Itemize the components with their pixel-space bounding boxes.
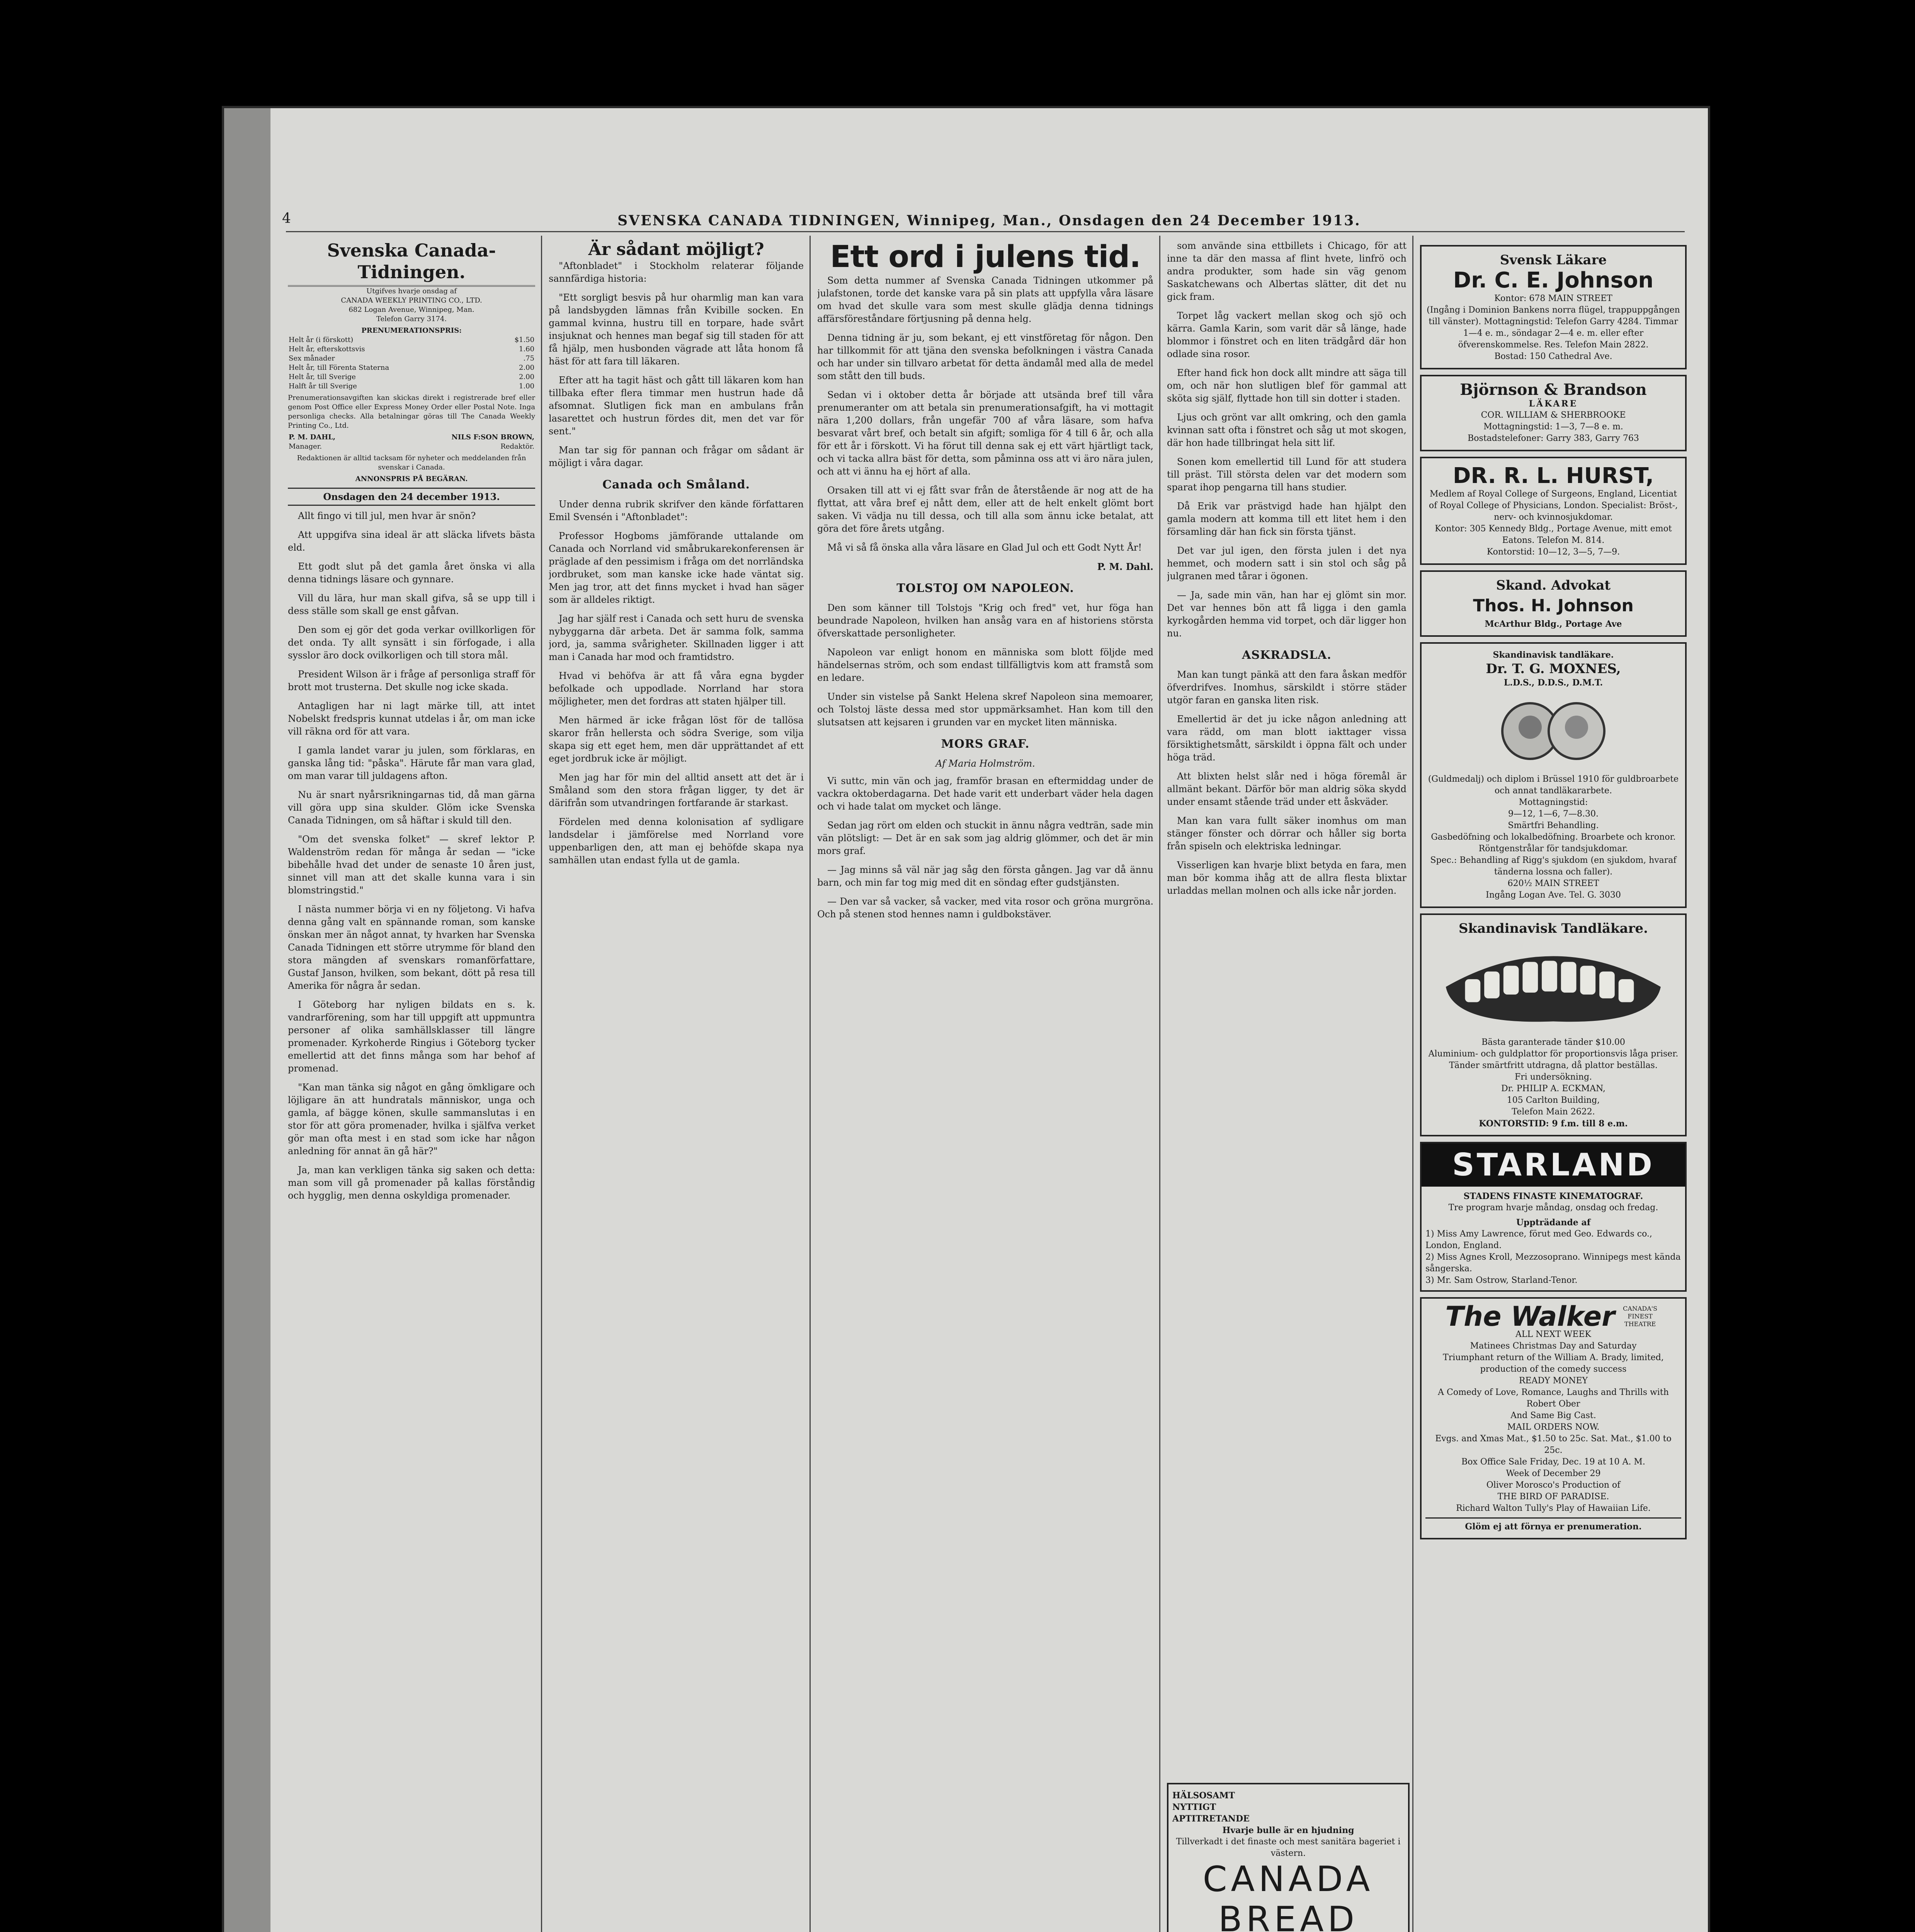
paragraph: Antagligen har ni lagt märke till, att intet Nobelskt fredspris kunnat utdelas i år, om man icke vill räkna ord för att vara. [288, 701, 535, 737]
paragraph: — Den var så vacker, så vacker, med vita rosor och gröna murgröna. Och på stenen stod hennes namn i guldbokstäver. [817, 896, 1153, 920]
ad-line: Spec.: Behandling af Rigg's sjukdom (en sjukdom, hvaraf tänderna lossna och faller). [1430, 855, 1677, 877]
paragraph: Professor Hogboms jämförande uttalande om Canada och Norrland vid småbrukarekonferensen är präglade af den pessimism i fråga om det norrländska jordbruket, som man kanske icke hade väntat sig. Men jag tror, att det finns mycket i hvad han säger som är alldeles riktigt. [549, 531, 804, 605]
ad-hurst-lines [1425, 488, 1681, 558]
ad-walker-name: The Walker [1445, 1301, 1615, 1332]
paragraph: I gamla landet varar ju julen, som förklaras, en ganska lång tid: "påska". Härute får man vara glad, om man varar till juldagens afton. [288, 745, 535, 781]
paragraph: Nu är snart nyårsrikningarnas tid, då man gärna vill göra upp sina skulder. Glöm icke Svenska Canada Tidningen, om så häftar i skuld till den. [288, 789, 535, 826]
paragraph: — Jag minns så väl när jag såg den första gången. Jag var då ännu barn, och min far tog mig med dit en söndag efter gudstjänsten. [817, 864, 1153, 888]
paragraph: Sedan vi i oktober detta år började att utsända bref till våra prenumeranter om att betala sin prenumerationsafgift, ha vi mottagit nära 1,200 dollars, från ungefär 700 af våra läsare, som hafva besvarat vårt bref, och betalt sin afgift; somliga för 4 till 6 år, och alla för ett år i förskott. Vi ha förut till denna sak ej ett värt hjärtligt tack, och vi tacka allra bäst för detta, som påminna oss att vi äro nära julen, och att vi ännu ha ej hört af alla. [817, 389, 1153, 477]
paragraph: Napoleon var enligt honom en människa som blott följde med händelsernas ström, och som endast tillfälligtvis kom att framstå som en ledare. [817, 647, 1153, 683]
ad-bread-brand2: BREAD [1218, 1899, 1358, 1932]
ad-line: Kontor: 678 MAIN STREET [1494, 294, 1612, 303]
ad-line: HÄLSOSAMT [1172, 1791, 1235, 1801]
price-table [288, 335, 535, 391]
ad-starland-name: STARLAND [1422, 1143, 1685, 1187]
ad-bread-brand1: CANADA [1202, 1859, 1374, 1900]
price-label: Halft år till Sverige [289, 382, 357, 390]
paragraph: Vi suttc, min vän och jag, framför brasan en eftermiddag under de vackra oktoberdagarna. Det hade varit ett underbart väder hela dagen och vi hade talat om mycket och länge. [817, 776, 1153, 812]
ad-dr-hurst [1420, 457, 1687, 565]
ad-moxnes-name: Dr. T. G. MOXNES, [1486, 661, 1621, 677]
paragraph: I nästa nummer börja vi en ny följetong. Vi hafva denna gång valt en spännande roman, som kanske önskan mer än något annat, ty hvarken har Svenska Canada Tidningen ett större utrymme för bland den stora mängden af svenskars romanförfattare, Gustaf Janson, hvilken, som bekant, dött på resa till Amerika för några år sedan. [288, 904, 535, 991]
ad-line: Aluminium- och guldplattor för proportionsvis låga priser. [1428, 1049, 1679, 1059]
ad-advokat [1420, 570, 1687, 637]
price-row [288, 354, 535, 363]
ad-line: Fri undersökning. [1514, 1072, 1592, 1082]
performer: 1) Miss Amy Lawrence, förut med Geo. Edwards co., London, England. [1425, 1229, 1652, 1250]
ad-starland-sub2: Tre program hvarje måndag, onsdag och fredag. [1448, 1203, 1658, 1213]
paragraph: Under sin vistelse på Sankt Helena skref Napoleon sina memoarer, och Tolstoj läste dessa med stor uppmärksamhet. Han kom till den slutsatsen att kejsaren i grunden var en mycket liten människa. [817, 691, 1153, 728]
ad-line: Telefon Main 2622. [1512, 1107, 1595, 1117]
ad-line: THE BIRD OF PARADISE. [1497, 1492, 1609, 1502]
ad-line: 620½ MAIN STREET [1507, 879, 1599, 888]
paragraph: Hvad vi behöfva är att få våra egna bygder befolkade och uppodlade. Norrland har stora möjligheter, men det fordras att staten hjälper till. [549, 670, 804, 707]
paragraph: Torpet låg vackert mellan skog och sjö och kärra. Gamla Karin, som varit där så länge, hade blommor i fönstret och en liten trädgård där hon odlade sina rosor. [1167, 310, 1406, 359]
ad-bjornson-brandson [1420, 375, 1687, 451]
column-rule [1412, 236, 1413, 1932]
ad-line: Triumphant return of the William A. Brady, limited, production of the comedy success [1443, 1353, 1664, 1374]
ad-line: Smärtfri Behandling. [1508, 821, 1599, 830]
ad-line: Week of December 29 [1506, 1469, 1601, 1478]
ad-line: Bostadstelefoner: Garry 383, Garry 763 [1468, 434, 1639, 443]
ad-bjornson-name: Björnson & Brandson [1460, 381, 1647, 399]
redaction-note: Redaktionen är alltid tacksam för nyheter och meddelanden från svenskar i Canada. [297, 454, 526, 471]
ad-line: ALL NEXT WEEK [1515, 1330, 1591, 1339]
publisher-line: 682 Logan Avenue, Winnipeg, Man. [349, 306, 474, 314]
paragraph: Man kan vara fullt säker inomhus om man stänger fönster och dörrar och håller sig borta från spiseln och elektriska ledningar. [1167, 815, 1406, 852]
paragraph: "Om det svenska folket" — skref lektor P. Waldenström redan för många år sedan — "icke bibehålle hvad det under de senaste 10 åren just, sinnet vill man att det skalle kunna vara i sin blomstringstid." [288, 834, 535, 896]
staff-role: Manager. [289, 442, 322, 451]
ad-johnson-top: Svensk Läkare [1500, 252, 1607, 268]
ad-hurst-name: DR. R. L. HURST, [1452, 463, 1654, 488]
ad-bjornson-lines [1425, 410, 1681, 444]
ad-line: Röntgenstrålar för tandsjukdomar. [1478, 844, 1628, 854]
ad-line: Kontorstid: 10—12, 3—5, 7—9. [1486, 547, 1620, 557]
ad-bread-mid: Hvarje bulle är en hjudning [1222, 1825, 1354, 1835]
ad-line: Richard Walton Tully's Play of Hawaiian Life. [1456, 1503, 1651, 1513]
article-ett-ord-i-julens-tid [817, 274, 1153, 554]
medal-icon [1499, 692, 1607, 770]
paragraph: Den som känner till Tolstojs "Krig och fred" vet, hur föga han beundrade Napoleon, hvilken han ansåg vara en af historiens största öfverskattade personligheter. [817, 602, 1153, 639]
date-line: Onsdagen den 24 december 1913. [288, 488, 535, 506]
ad-line: Evgs. and Xmas Mat., $1.50 to 25c. Sat. Mat., $1.00 to 25c. [1435, 1434, 1672, 1455]
paragraph: Orsaken till att vi ej fått svar från de återstående är nog att de ha flyttat, att våra bref ej nått dem, eller att de helt enkelt glömt bort saken. Vi vädja nu till dessa, och till alla som ännu icke betalat, att göra det före årets utgång. [817, 485, 1153, 534]
head-rule [286, 231, 1685, 232]
staff-table [288, 433, 535, 451]
paragraph: Visserligen kan hvarje blixt betyda en fara, men man bör komma ihåg att de allra flesta blixtar urladdas mellan molnen och alls icke når jorden. [1167, 860, 1406, 896]
ad-line: And Same Big Cast. [1510, 1411, 1596, 1420]
ad-walker [1420, 1297, 1687, 1539]
ad-line: (Guldmedalj) och diplom i Brüssel 1910 för guldbroarbete och annat tandläkararbete. [1428, 774, 1679, 796]
staff-name: P. M. DAHL, [289, 433, 336, 441]
ad-line: Bostad: 150 Cathedral Ave. [1494, 352, 1612, 361]
paragraph: Som detta nummer af Svenska Canada Tidningen utkommer på julafstonen, torde det kanske vara på sin plats att uppfylla våra läsare om hvad det skulle vara som mest skulle glädja denna tidnings affärsföreståndare förtjusning på denna helg. [817, 275, 1153, 324]
price-row [288, 335, 535, 345]
subscription-heading: PRENUMERATIONSPRIS: [361, 327, 462, 335]
headline-mors-graf: MORS GRAF. [941, 737, 1030, 751]
price-value: 1.60 [519, 345, 534, 353]
paragraph: Men jag har för min del alltid ansett att det är i Småland som den stora frågan ligger, ty det är därifrån som utvandringen fortfarande är starkast. [549, 772, 804, 808]
paragraph: Under denna rubrik skrifver den kände författaren Emil Svensén i "Aftonbladet": [549, 499, 804, 522]
price-value: 2.00 [519, 373, 534, 381]
paragraph: Jag har själf rest i Canada och sett huru de svenska nybyggarna där arbeta. Det är samma folk, samma jord, ja, samma svårigheter. Skillnaden ligger i att man i Canada har mod och framtidstro. [549, 613, 804, 662]
masthead-title: Svenska Canada-Tidningen. [288, 240, 535, 287]
ad-line: Mottagningstid: [1519, 798, 1588, 807]
staff-member [378, 433, 535, 451]
ad-walker-tag: CANADA'S FINEST THEATRE [1623, 1305, 1658, 1328]
ad-rates-heading: ANNONSPRIS PÅ BEGÄRAN. [355, 475, 468, 483]
column-3 [817, 240, 1153, 1932]
ad-tandlakare-hours: KONTORSTID: 9 f.m. till 8 e.m. [1479, 1119, 1628, 1129]
paragraph: Att uppgifva sina ideal är att släcka lifvets bästa eld. [288, 529, 535, 553]
ad-bread-mid2: Tillverkadt i det finaste och mest sanitära bageriet i västern. [1176, 1837, 1401, 1858]
payment-notice: Prenumerationsavgiften kan skickas direkt i registrerade bref eller genom Post Office eller Express Money Order eller Postal Note. Inga personliga checks. Alla betalningar göras till The Canada Weekly Printing Co., Ltd. [288, 394, 535, 430]
newspaper-page [224, 108, 1708, 1932]
paragraph: Fördelen med denna kolonisation af sydligare landsdelar i jämförelse med Norrland vore uppenbarligen den, att man ej behöfde skapa nya samhällen utan endast fylla ut de gamla. [549, 816, 804, 866]
ad-line: Medlem af Royal College of Surgeons, England, Licentiat of Royal College of Physicians, London. Specialist: Bröst-, nerv- och kvinnosjukdomar. [1429, 489, 1678, 522]
page-shadow-edge [224, 108, 270, 1932]
ad-line: NYTTIGT [1172, 1802, 1216, 1812]
ad-line: 9—12, 1—6, 7—8.30. [1508, 809, 1599, 819]
ad-line: APTITRETANDE [1172, 1814, 1250, 1824]
column-rule [1159, 236, 1160, 1932]
page-number: 4 [282, 211, 291, 226]
paragraph: Man kan tungt pänkä att den fara åskan medför öfverdrifves. Inomhus, särskildt i större städer utgör faran en ganska liten risk. [1167, 669, 1406, 706]
denture-icon [1438, 940, 1668, 1029]
paragraph: Efter att ha tagit häst och gått till läkaren kom han tillbaka efter flera timmar men hustrun hade då afsomnat. Slutligen fick man en ambulans från lasarettet och hustrun fördes dit, men det var för sent." [549, 375, 804, 437]
ad-line: Gasbedöfning och lokalbedöfning. Broarbete och kronor. [1431, 832, 1676, 842]
article-tolstoj-om-napoleon [817, 602, 1153, 729]
headline-tolstoj-om-napoleon: TOLSTOJ OM NAPOLEON. [896, 582, 1074, 595]
column-1 [288, 240, 535, 1932]
price-row [288, 372, 535, 382]
ad-dr-johnson [1420, 245, 1687, 369]
ad-walker-footer: Glöm ej att förnya er prenumeration. [1425, 1517, 1681, 1532]
ad-tandlakare [1420, 913, 1687, 1136]
ad-line: COR. WILLIAM & SHERBROOKE [1481, 410, 1626, 420]
ad-bread-top [1172, 1790, 1404, 1825]
staff-name: NILS F:SON BROWN, [451, 433, 534, 441]
column-2 [549, 240, 804, 1932]
ad-line: Robert Ober [1526, 1399, 1580, 1409]
publisher-line: Utgifves hvarje onsdag af [366, 287, 457, 295]
ad-moxnes-lines [1425, 774, 1681, 901]
publisher-line: CANADA WEEKLY PRINTING CO., LTD. [341, 296, 482, 304]
paragraph: Man tar sig för pannan och frågar om sådant är möjligt i våra dagar. [549, 445, 804, 468]
price-value: $1.50 [514, 336, 534, 344]
price-label: Sex månader [289, 354, 335, 362]
signature: P. M. Dahl. [1097, 561, 1153, 572]
paragraph: Det var jul igen, den första julen i det nya hemmet, och modern satt i sin stol och såg på julgranen med tårar i ögonen. [1167, 545, 1406, 582]
paragraph: Ljus och grönt var allt omkring, och den gamla kvinnan satt ofta i fönstret och såg ut mot skogen, där hon hade tillbringat hela sitt lif. [1167, 412, 1406, 448]
ad-advokat-address: McArthur Bldg., Portage Ave [1485, 619, 1622, 629]
ad-johnson-lines [1425, 293, 1681, 362]
column-rule [810, 236, 811, 1932]
ad-line: Dr. PHILIP A. ECKMAN, [1501, 1084, 1605, 1094]
price-label: Helt år, efterskottsvis [289, 345, 365, 353]
ad-moxnes-top: Skandinavisk tandläkare. [1493, 650, 1614, 660]
paragraph: "Aftonbladet" i Stockholm relaterar följande sannfärdiga historia: [549, 260, 804, 284]
paragraph: som använde sina ettbillets i Chicago, för att inne ta där den massa af flint hvete, linfrö och andra produkter, som hade sin väg genom Saskatchewans och Albertas slätter, dit det nu gick fram. [1167, 240, 1406, 302]
ad-line: MAIL ORDERS NOW. [1507, 1422, 1600, 1432]
article-continued [1167, 240, 1406, 640]
running-head: SVENSKA CANADA TIDNINGEN, Winnipeg, Man., Onsdagen den 24 December 1913. [617, 213, 1361, 229]
paragraph: Efter hand fick hon dock allt mindre att säga till om, och när hon slutligen blef för gammal att sköta sig själf, flyttade hon till sin dotter i staden. [1167, 367, 1406, 404]
paragraph: Denna tidning är ju, som bekant, ej ett vinstföretag för någon. Den har tillkommit för att tjäna den svenska befolkningen i västra Canada och har under sin tillvaro arbetat för detta ändamål med alla de medel som stått den till buds. [817, 332, 1153, 381]
publisher-line: Telefon Garry 3174. [376, 315, 447, 323]
column-rule [541, 236, 542, 1932]
headline-ett-ord-i-julens-tid: Ett ord i julens tid. [830, 240, 1141, 274]
headline-canada-och-smaland: Canada och Småland. [602, 478, 750, 492]
paragraph: Ja, man kan verkligen tänka sig saken och detta: man som vill gå promenader på kallas förståndig och hygglig, men denna oskyldiga promenader. [288, 1165, 535, 1201]
ad-advokat-name: Thos. H. Johnson [1473, 596, 1634, 616]
paragraph: "Ett sorgligt besvis på hur oharmlig man kan vara på landsbygden lämnas från Kvibille socken. En gammal kvinna, hustru till en torpare, hade svårt insjuknat och hennes man begaf sig till staden för att få hjälp, men husbonden vägrade att låta honom få häst för att fara till läkaren. [549, 292, 804, 367]
paragraph: Sonen kom emellertid till Lund för att studera till präst. Till största delen var det modern som sparat ihop pengarna till hans studier. [1167, 456, 1406, 493]
masthead-publisher [288, 287, 535, 324]
headline-askradsla: ASKRADSLA. [1242, 648, 1332, 662]
price-value: .75 [523, 354, 534, 362]
performer: 2) Miss Agnes Kroll, Mezzosoprano. Winnipegs mest kända sångerska. [1425, 1252, 1681, 1274]
price-value: 1.00 [519, 382, 534, 390]
ad-line: Box Office Sale Friday, Dec. 19 at 10 A. M. [1461, 1457, 1645, 1467]
paragraph: President Wilson är i fråge af personliga straff för brott mot trusterna. Det skulle nog icke skada. [288, 669, 535, 692]
paragraph: Då Erik var prästvigd hade han hjälpt den gamla modern att komma till ett litet hem i den församling där han fick sin första tjänst. [1167, 501, 1406, 537]
staff-row [288, 433, 535, 451]
paragraph: Allt fingo vi till jul, men hvar är snön? [298, 510, 476, 521]
byline: Af Maria Holmström. [935, 758, 1035, 769]
paragraph: Emellertid är det ju icke någon anledning att vara rädd, om man blott iakttager vissa försiktighetsmått, särskildt i öppna fält och under höga träd. [1167, 714, 1406, 763]
column-5-ads [1420, 240, 1687, 1932]
ad-line: 105 Carlton Building, [1507, 1095, 1600, 1105]
paragraph: Den som ej gör det goda verkar ovillkorligen för det onda. Ty allt synsätt i sin förfogade, i alla sysslor äro dock ovilkorligen och till stora mål. [288, 624, 535, 661]
ad-line: Mottagningstid: 1—3, 7—8 e. m. [1483, 422, 1623, 432]
col1-articles [288, 510, 535, 1202]
article-mors-graf [817, 775, 1153, 921]
paragraph: Att blixten helst slår ned i höga föremål är allmänt bekant. Därför bör man aldrig söka skydd under ensamt stående träd under ett åskväder. [1167, 771, 1406, 807]
price-label: Helt år (i förskott) [289, 336, 354, 344]
staff-member [288, 433, 378, 451]
ad-walker-lines [1425, 1329, 1681, 1514]
paragraph: "Kan man tänka sig något en gång ömkligare och löjligare än att hundratals människor, unga och gamla, af bägge könen, skulle sammanslutas i en stor för att göra promenader, hvilka i själfva verket gör man ofta mest i en stad som icke har någon anledning för annat än gå här?" [288, 1082, 535, 1156]
paragraph: Men härmed är icke frågan löst för de tallösa skaror från hellersta och södra Sverige, som vilja skapa sig ett eget hem, men där upprättandet af ett eget jordbruk icke är möjligt. [549, 715, 804, 764]
price-row [288, 345, 535, 354]
ad-line: READY MONEY [1519, 1376, 1588, 1386]
ad-starland [1420, 1142, 1687, 1292]
price-row [288, 382, 535, 391]
ad-moxnes-degrees: L.D.S., D.D.S., D.M.T. [1503, 678, 1603, 688]
price-label: Helt år, till Sverige [289, 373, 356, 381]
price-label: Helt år, till Förenta Staterna [289, 364, 389, 372]
ad-johnson-name: Dr. C. E. Johnson [1453, 268, 1654, 293]
ad-line: Matinees Christmas Day and Saturday [1470, 1341, 1637, 1351]
paragraph: I Göteborg har nyligen bildats en s. k. vandrarförening, som har till uppgift att uppmuntra personer af olika samhällsklasser till längre promenader. Kyrkoherde Ringius i Göteborg tycker emellertid att det finns många som har behof af promenad. [288, 999, 535, 1074]
paragraph: Må vi så få önska alla våra läsare en Glad Jul och ett Godt Nytt År! [827, 542, 1142, 553]
paragraph: Sedan jag rört om elden och stuckit in ännu några vedträn, sade min vän plötsligt: — Det är en sak som jag aldrig glömmer, och det är min mors graf. [817, 820, 1153, 856]
ad-line: A Comedy of Love, Romance, Laughs and Thrills with [1438, 1388, 1669, 1397]
paragraph: Ett godt slut på det gamla året önska vi alla denna tidnings läsare och gynnare. [288, 561, 535, 585]
price-value: 2.00 [519, 364, 534, 372]
ad-line: Tänder smärtfritt utdragna, då plattor beställas. [1449, 1061, 1658, 1070]
ad-tandlakare-header: Skandinavisk Tandläkare. [1459, 921, 1648, 936]
article-askradsla [1167, 668, 1406, 897]
column-4 [1167, 240, 1406, 1932]
article-canada-och-smaland [549, 498, 804, 867]
price-row [288, 363, 535, 372]
ad-tandlakare-lines [1425, 1037, 1681, 1118]
ad-starland-sub: STADENS FINASTE KINEMATOGRAF. [1463, 1191, 1643, 1201]
ad-moxnes [1420, 642, 1687, 908]
ad-line: Kontor: 305 Kennedy Bldg., Portage Avenue, mitt emot Eatons. Telefon M. 814. [1435, 524, 1672, 545]
staff-role: Redaktör. [500, 442, 534, 451]
paragraph: Vill du lära, hur man skall gifva, så se upp till i dess ställe som skall ge enst gåfvan. [288, 593, 535, 616]
ad-starland-performers [1425, 1228, 1681, 1286]
ad-bjornson-title: LÄKARE [1529, 399, 1578, 409]
ad-advokat-top: Skand. Advokat [1496, 578, 1611, 593]
ad-line: Ingång Logan Ave. Tel. G. 3030 [1486, 890, 1621, 900]
ad-canada-bread [1167, 1783, 1410, 1932]
ad-starland-performers-heading: Uppträdande af [1516, 1218, 1591, 1228]
performer: 3) Mr. Sam Ostrow, Starland-Tenor. [1425, 1276, 1578, 1285]
paragraph: — Ja, sade min vän, han har ej glömt sin mor. Det var hennes bön att få ligga i den gamla kyrkogården hemma vid torpet, och där ligger hon nu. [1167, 590, 1406, 639]
ad-line: Bästa garanterade tänder $10.00 [1481, 1037, 1625, 1047]
ad-line: Oliver Morosco's Production of [1486, 1480, 1621, 1490]
ad-line: (Ingång i Dominion Bankens norra flügel, trappuppgången till vänster). Mottagningstid: Telefon Garry 4284. Timmar 1—4 e. m., söndagar 2—4 e. m. eller efter öfverenskommelse. Res. Telefon Main 2822. [1427, 305, 1680, 350]
article-ar-sadant-mojligt [549, 260, 804, 469]
headline-ar-sadant-mojligt: Är sådant möjligt? [588, 240, 764, 259]
